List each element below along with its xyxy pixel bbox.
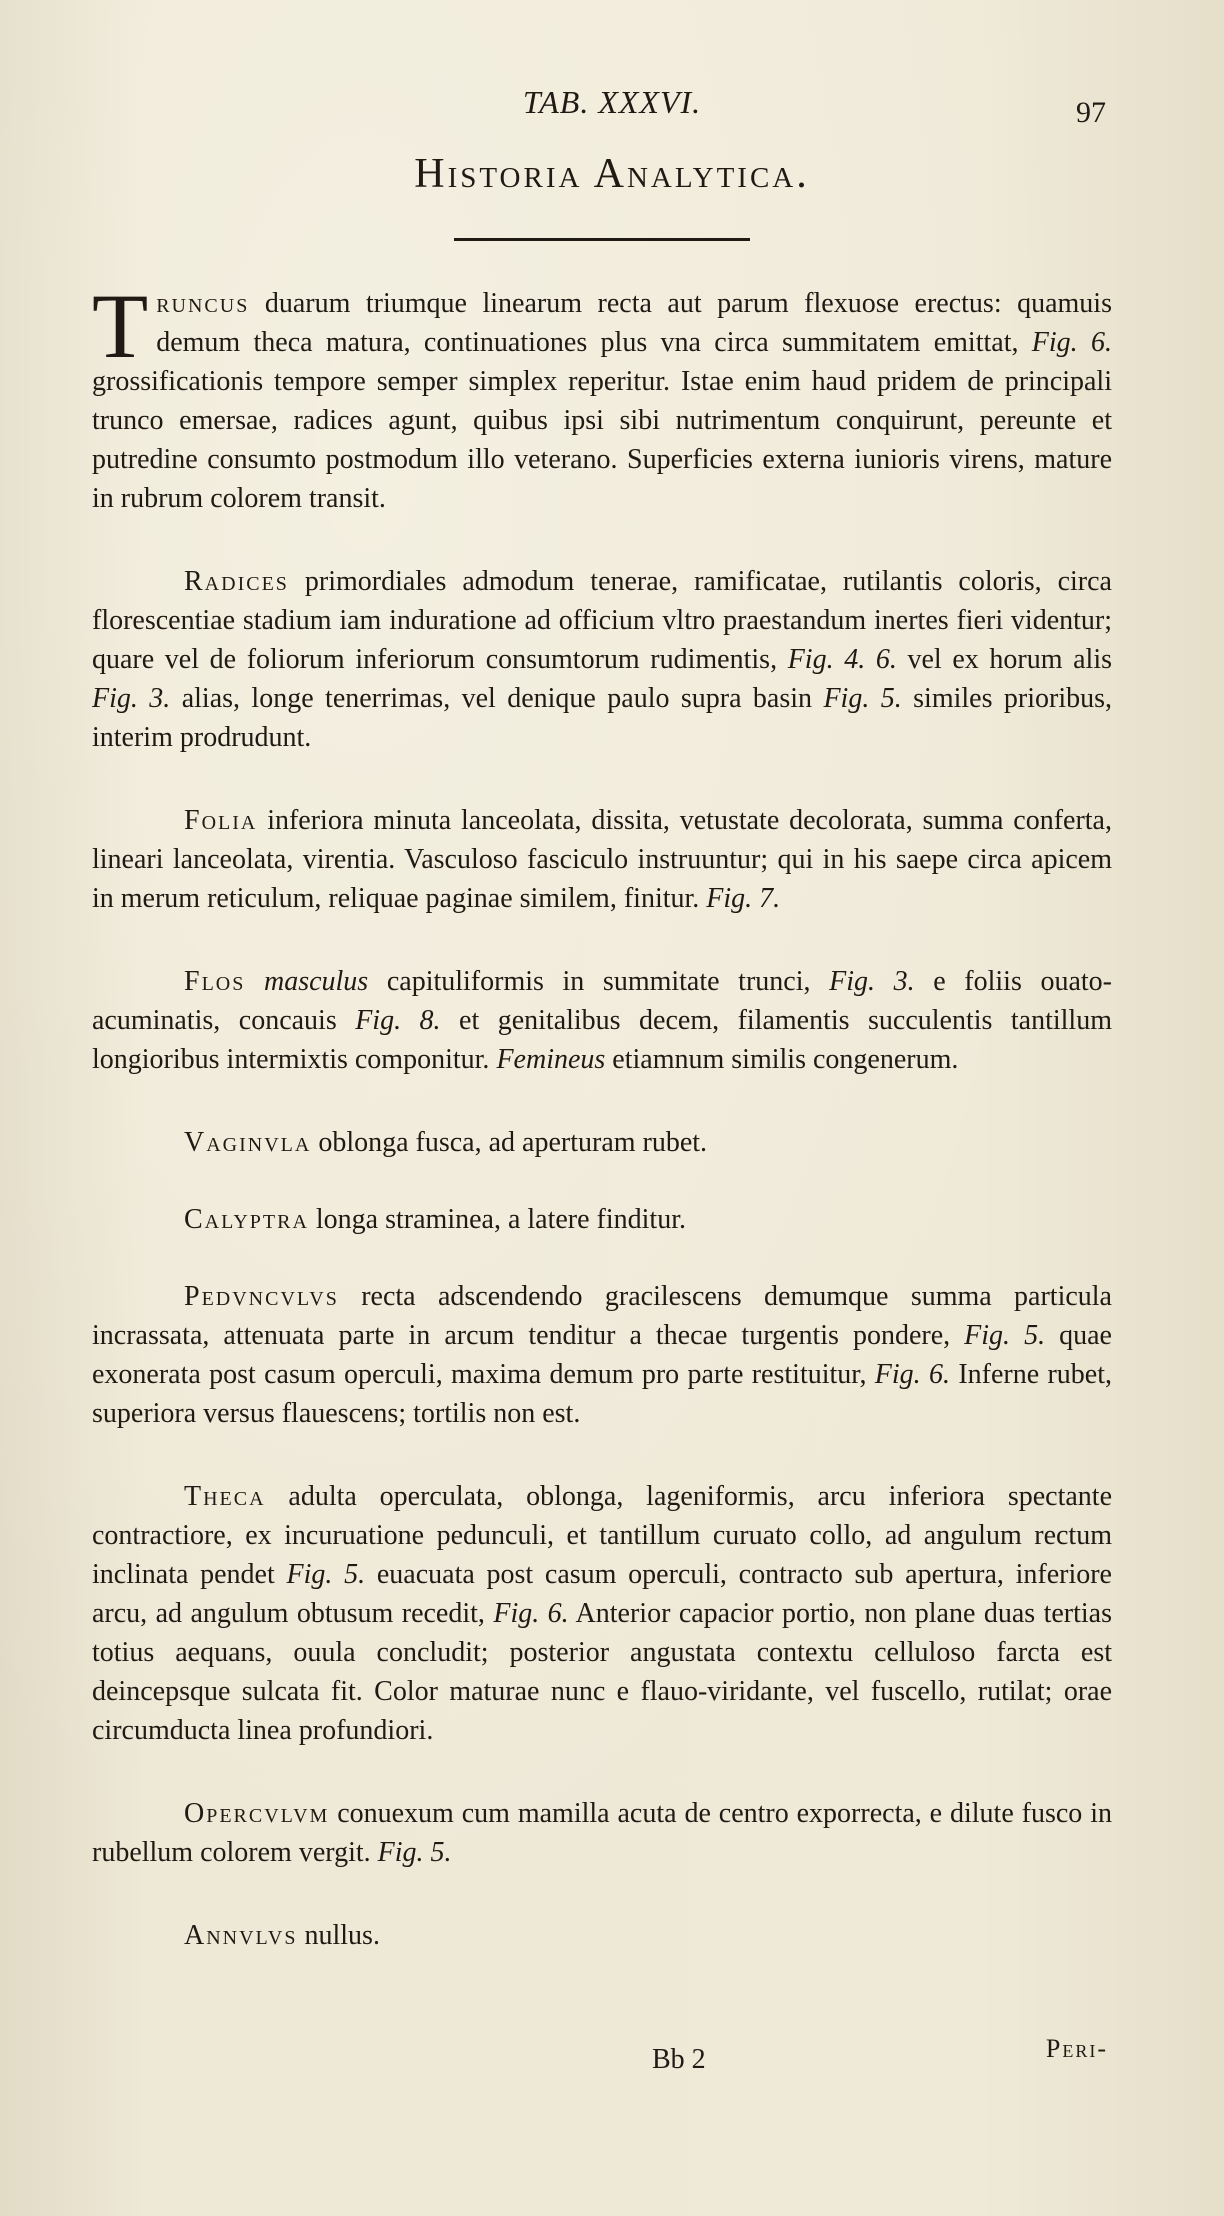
signature-mark: Bb 2 [652,2044,706,2075]
paragraph-theca [92,1477,1112,1750]
text-segment: alias, longe tenerrimas, vel denique paulo supra basin [170,683,824,714]
text-segment: quae exonerata post casum operculi, maxima demum pro parte restituitur, [92,1320,1112,1390]
paragraph-pedunculus [92,1277,1112,1433]
drop-cap: T [92,275,149,377]
catchword: Peri- [1045,2034,1108,2063]
text-segment: primordiales admodum tenerae, ramificatae, rutilantis coloris, circa florescentiae stadium iam induratione ad officium vltro praestandum inertes fieri videntur; quare vel de foliorum inferiorum consumtorum rudimentis, [92,566,1112,675]
text-segment: capituliformis in summitate trunci, [368,966,830,997]
text-segment [245,966,264,997]
paragraph-lead: Flos [184,966,246,997]
text-segment: grossificationis tempore semper simplex reperitur. Istae enim haud pridem de principali trunco emersae, radices agunt, quibus ipsi sibi nutrimentum conquirunt, pereunte et putredine consumto postmodum illo veterano. Superficies externa iunioris virens, mature in rubrum colorem transit. [92,366,1112,514]
text-segment: Inferne rubet, superiora versus flauescens; tortilis non est. [92,1359,1112,1429]
paragraph-radices [92,562,1112,757]
text-segment: longa straminea, a latere finditur. [308,1204,686,1235]
text-segment: oblonga fusca, ad aperturam rubet. [311,1127,708,1158]
text-segment: similes prioribus, interim prodrudunt. [92,683,1112,753]
figure-reference: Fig. 6. [493,1598,569,1629]
text-segment: recta adscendendo gracilescens demumque summa particula incrassata, attenuata parte in arcum tenditur a thecae turgentis pondere, [92,1281,1112,1351]
paragraph-flos [92,962,1112,1079]
figure-reference: Fig. 5. [964,1320,1046,1351]
paragraph-lead: Calyptra [184,1204,309,1235]
paragraph-lead: Opercvlvm [184,1798,330,1829]
paragraph-annulus [92,1916,1112,1955]
italic-term: masculus [263,966,369,997]
figure-reference: Fig. 5. [377,1837,452,1868]
title-rule [454,238,750,241]
text-segment: inferiora minuta lanceolata, dissita, vetustate decolorata, summa conferta, lineari lanceolata, virentia. Vasculoso fasciculo instruuntur; qui in his saepe circa apicem in merum reticulum, reliquae paginae similem, finitur. [92,805,1112,914]
text-segment: vel ex horum alis [896,644,1112,675]
paragraph-lead: Radices [184,566,289,597]
figure-reference: Fig. 5. [286,1559,366,1590]
section-title: Historia Analytica. [414,151,810,197]
paragraph-calyptra [92,1200,1112,1239]
paragraph-lead: Vaginvla [184,1127,312,1158]
figure-reference: Fig. 7. [706,883,781,914]
paragraph-operculum [92,1794,1112,1872]
figure-reference: Fig. 4. 6. [787,644,897,675]
text-segment: adulta operculata, oblonga, lageniformis, arcu inferiora spectante contractiore, ex incuruatione pedunculi, et tantillum curuato collo, ad angulum rectum inclinata pendet [92,1481,1112,1590]
figure-reference: Fig. 8. [355,1005,441,1036]
paragraph-folia [92,801,1112,918]
figure-reference: Fig. 5. [823,683,902,714]
text-segment: conuexum cum mamilla acuta de centro exporrecta, e dilute fusco in rubellum colorem vergit. [92,1798,1112,1868]
text-segment: e foliis ouato-acuminatis, concauis [92,966,1112,1036]
figure-reference: Fig. 6. [1031,327,1112,358]
figure-reference: Fig. 3. [92,683,171,714]
paragraph-lead: runcus [156,288,250,319]
paragraph-lead: Folia [184,805,258,836]
text-segment: etiamnum similis congenerum. [605,1044,959,1075]
text-segment: euacuata post casum operculi, contracto sub apertura, inferiore arcu, ad angulum obtusum recedit, [92,1559,1112,1629]
paragraph-lead: Theca [184,1481,266,1512]
paragraph-truncus [92,275,1112,518]
paragraph-lead: Pedvncvlvs [184,1281,339,1312]
figure-reference: Fig. 3. [829,966,915,997]
paragraph-vaginula [92,1123,1112,1162]
text-segment: duarum triumque linearum recta aut parum flexuose erectus: quamuis demum theca matura, continuationes plus vna circa summitatem emittat, [156,288,1112,358]
text-segment: nullus. [297,1920,380,1951]
figure-reference: Fig. 6. [874,1359,950,1390]
body-text [92,272,1112,1999]
paragraph-lead: Annvlvs [184,1920,298,1951]
running-head: TAB. XXXVI. [522,84,702,120]
text-segment: et genitalibus decem, filamentis succulentis tantillum longioribus intermixtis componitur. [92,1005,1112,1075]
italic-term: Femineus [496,1044,606,1075]
page-number: 97 [1076,96,1106,129]
text-segment: Anterior capacior portio, non plane duas tertias totius aequans, ouula concludit; posterior angustata contextu celluloso farcta est deincepsque sulcata fit. Color maturae nunc e flauo-viridante, vel fuscello, rutilat; orae circumducta linea profundiori. [92,1598,1112,1746]
